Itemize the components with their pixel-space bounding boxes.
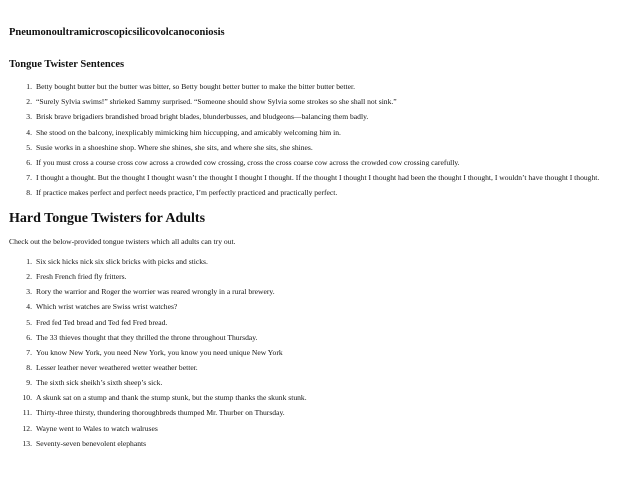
list-item (8, 408, 633, 418)
list-item-text: Fresh French fried fly fritters. (36, 272, 127, 282)
list-item-number: 13. (22, 438, 32, 448)
section-heading-tongue-twister-sentences: Tongue Twister Sentences (9, 59, 125, 70)
list-item-text: Wayne went to Wales to watch walruses (36, 423, 158, 433)
list-item-number: 1. (26, 82, 32, 91)
list-item-text: I thought a thought. But the thought I thought wasn’t the thought I thought I thought. If the thought I thought I thought had been the thought I thought, I wouldn’t have thought I thought. (36, 173, 600, 183)
list-item-number: 4. (26, 302, 32, 312)
list-item-number: 1. (26, 257, 32, 266)
list-item (8, 272, 633, 282)
list-item-text: The 33 thieves thought that they thrilled the throne throughout Thursday. (36, 332, 258, 342)
list-item-number: 5. (26, 317, 32, 327)
list-item-text: Which wrist watches are Swiss wrist watches? (36, 302, 178, 312)
list-item (8, 112, 633, 122)
list-item-number: 9. (26, 378, 32, 388)
list-item (8, 257, 633, 267)
list-item-text: Thirty-three thirsty, thundering thoroughbreds thumped Mr. Thurber on Thursday. (36, 408, 285, 418)
list-item (8, 393, 633, 403)
list-item-text: Susie works in a shoeshine shop. Where she shines, she sits, and where she sits, she shines. (36, 142, 313, 152)
list-item (8, 173, 633, 183)
list-item-text: Betty bought butter but the butter was bitter, so Betty bought better butter to make the bitter butter better. (36, 82, 355, 91)
list-item (8, 363, 633, 373)
list-item (8, 97, 633, 107)
list-item-text: Lesser leather never weathered wetter weather better. (36, 362, 198, 372)
list-item-number: 6. (26, 332, 32, 342)
list-item-number: 6. (26, 157, 32, 167)
list-item-number: 4. (26, 127, 32, 137)
hard-tongue-twisters-list (8, 257, 633, 454)
list-item-text: Brisk brave brigadiers brandished broad bright blades, blunderbusses, and bludgeons—balancing them badly. (36, 112, 369, 122)
list-item-number: 7. (26, 347, 32, 357)
list-item (8, 287, 633, 297)
list-item-text: Seventy-seven benevolent elephants (36, 438, 147, 448)
tongue-twister-sentences-list (8, 82, 633, 204)
list-item-text: Rory the warrior and Roger the worrier was reared wrongly in a rural brewery. (36, 287, 275, 297)
list-item-text: A skunk sat on a stump and thank the stump stunk, but the stump thanks the skunk stunk. (36, 393, 307, 403)
list-item-number: 3. (26, 287, 32, 297)
list-item-number: 2. (26, 97, 32, 107)
list-item-number: 7. (26, 173, 32, 183)
list-item (8, 318, 633, 328)
list-item-text: Six sick hicks nick six slick bricks with picks and sticks. (36, 257, 208, 266)
list-item-number: 11. (22, 408, 32, 418)
list-item-text: She stood on the balcony, inexplicably mimicking him hiccupping, and amicably welcoming him in. (36, 127, 341, 137)
list-item-text: Fred fed Ted bread and Ted fed Fred bread. (36, 317, 168, 327)
list-item-text: If practice makes perfect and perfect needs practice, I’m perfectly practiced and practically perfect. (36, 188, 338, 198)
list-item-number: 8. (26, 188, 32, 198)
list-item-number: 3. (26, 112, 32, 122)
list-item (8, 82, 633, 92)
list-item (8, 348, 633, 358)
list-item-number: 8. (26, 362, 32, 372)
list-item-text: You know New York, you need New York, you know you need unique New York (36, 347, 283, 357)
list-item (8, 378, 633, 388)
list-item (8, 333, 633, 343)
list-item-number: 5. (26, 142, 32, 152)
section-intro-text: Check out the below-provided tongue twisters which all adults can try out. (9, 237, 236, 246)
list-item (8, 302, 633, 312)
list-item (8, 439, 633, 449)
section-heading-hard-tongue-twisters: Hard Tongue Twisters for Adults (9, 211, 206, 226)
list-item-number: 12. (22, 423, 32, 433)
list-item-text: The sixth sick sheikh’s sixth sheep’s sick. (36, 378, 163, 388)
list-item-text: If you must cross a course cross cow across a crowded cow crossing, cross the cross coarse cow across the crowded cow crossing carefully. (36, 157, 460, 167)
list-item-text: “Surely Sylvia swims!” shrieked Sammy surprised. “Someone should show Sylvia some strokes so she shall not sink.” (36, 97, 397, 107)
list-item (8, 188, 633, 198)
list-item (8, 128, 633, 138)
list-item (8, 143, 633, 153)
list-item-number: 2. (26, 272, 32, 282)
list-item (8, 158, 633, 168)
list-item (8, 424, 633, 434)
page-title: Pneumonoultramicroscopicsilicovolcanoconiosis (9, 27, 225, 38)
list-item-number: 10. (22, 393, 32, 403)
